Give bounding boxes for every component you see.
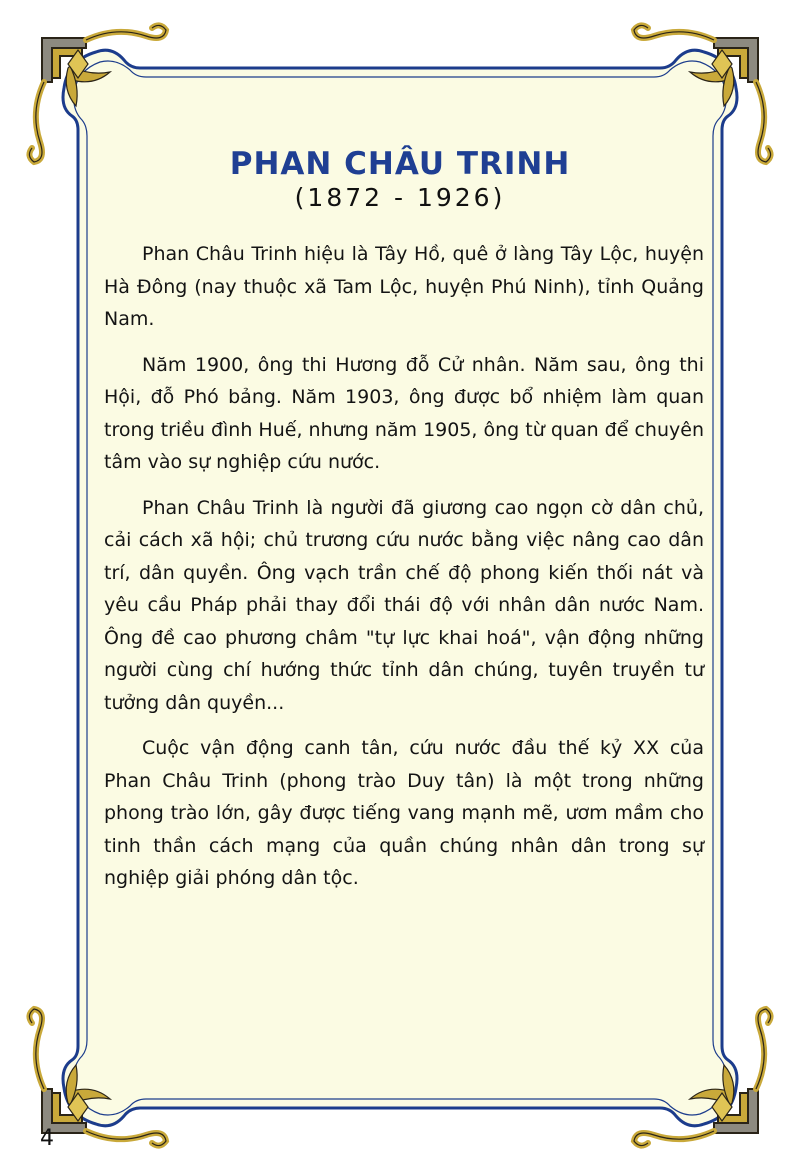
ornament-corner-bottom-right	[628, 1003, 778, 1153]
page-title: PHAN CHÂU TRINH	[229, 146, 571, 182]
paragraph: Cuộc vận động canh tân, cứu nước đầu thế kỷ XX của Phan Châu Trinh (phong trào Duy tân) là một trong những phong trào lớn, gây được tiếng vang mạnh mẽ, ươm mầm cho tinh thần cách mạng của quần chúng nhân dân trong sự nghiệp giải phóng dân tộc.	[104, 737, 704, 889]
page-number: 4	[40, 1126, 54, 1151]
page-subtitle-years: (1872 - 1926)	[294, 183, 506, 212]
paragraph: Phan Châu Trinh hiệu là Tây Hồ, quê ở làng Tây Lộc, huyện Hà Đông (nay thuộc xã Tam Lộc, huyện Phú Ninh), tỉnh Quảng Nam.	[104, 243, 704, 330]
paragraph: Phan Châu Trinh là người đã giương cao ngọn cờ dân chủ, cải cách xã hội; chủ trương cứu nước bằng việc nâng cao dân trí, dân quyền. Ông vạch trần chế độ phong kiến thối nát và yêu cầu Pháp phải thay đổi thái độ với nhân dân nước Nam. Ông đề cao phương châm "tự lực khai hoá", vận động những người cùng chí hướng thức tỉnh dân chúng, tuyên truyền tư tưởng dân quyền...	[104, 496, 704, 714]
paragraph: Năm 1900, ông thi Hương đỗ Cử nhân. Năm sau, ông thi Hội, đỗ Phó bảng. Năm 1903, ông được bổ nhiệm làm quan trong triều đình Huế, nhưng năm 1905, ông từ quan để chuyên tâm vào sự nghiệp cứu nước.	[104, 353, 704, 473]
body-text	[104, 238, 704, 908]
